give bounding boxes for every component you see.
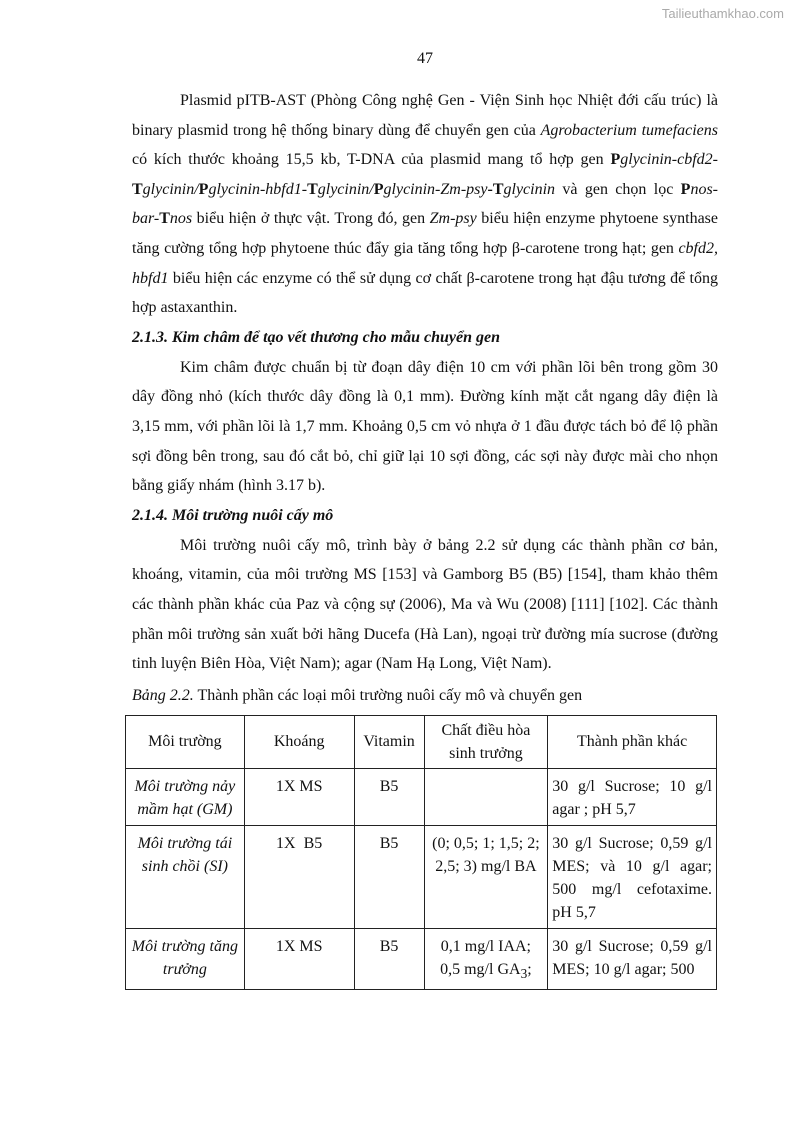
table-cell: (0; 0,5; 1; 1,5; 2; 2,5; 3) mg/l BA [424, 825, 548, 928]
table-cell: Môi trường tái sinh chồi (SI) [126, 825, 245, 928]
watermark: Tailieuthamkhao.com [661, 6, 784, 21]
paragraph-culture-medium: Môi trường nuôi cấy mô, trình bày ở bảng 2.2 sử dụng các thành phần cơ bản, khoáng, vitamin, của môi trường MS [153] và Gamborg B5 (B5) [154], tham khảo thêm các thành phần khác của Paz và cộng sự (2006), Ma và Wu (2008) [111] [102]. Các thành phần môi trường sản xuất bởi hãng Ducefa (Hà Lan), ngoại trừ đường mía sucrose (đường tinh luyện Biên Hòa, Việt Nam); agar (Nam Hạ Long, Việt Nam). [132, 536, 718, 673]
table-cell: 1X MS [244, 928, 354, 989]
table-row [126, 768, 717, 825]
heading-culture-medium: 2.1.4. Môi trường nuôi cấy mô [132, 506, 334, 524]
heading-needle: 2.1.3. Kim châm để tạo vết thương cho mẫu chuyển gen [132, 328, 500, 346]
table-header: Vitamin [354, 715, 424, 768]
pgr-line: 0,5 mg/l GA [440, 960, 521, 978]
table-cell: 1X MS [244, 768, 354, 825]
table-cell: B5 [354, 825, 424, 928]
paragraph-plasmid: Plasmid pITB-AST (Phòng Công nghệ Gen - Viện Sinh học Nhiệt đới cấu trúc) là binary plasmid trong hệ thống binary dùng để chuyển gen của Agrobacterium tumefaciens có kích thước khoảng 15,5 kb, T-DNA của plasmid mang tổ hợp gen Pglycinin-cbfd2-Tglycinin/Pglycinin-hbfd1-Tglycinin/Pglycinin-Zm-psy-Tglycinin và gen chọn lọc Pnos-bar-Tnos biểu hiện ở thực vật. Trong đó, gen Zm-psy biểu hiện enzyme phytoene synthase tăng cường tổng hợp phytoene thúc đẩy gia tăng tổng hợp β-carotene trong hạt; gen cbfd2, hbfd1 biểu hiện các enzyme có thể sử dụng cơ chất β-carotene trong hạt đậu tương để tổng hợp astaxanthin. [132, 92, 719, 317]
table-row [126, 825, 717, 928]
table-header: Khoáng [244, 715, 354, 768]
table-header-row [126, 715, 717, 768]
pgr-line: ; [527, 960, 532, 978]
table-header: Thành phần khác [548, 715, 717, 768]
table-cell: Môi trường tăng trưởng [126, 928, 245, 989]
table-cell: 1X B5 [244, 825, 354, 928]
page-number: 47 [417, 50, 433, 67]
table-cell: Môi trường nảy mầm hạt (GM) [126, 768, 245, 825]
table-cell: B5 [354, 928, 424, 989]
document-body [132, 86, 718, 990]
table-caption: Bảng 2.2. Thành phần các loại môi trường nuôi cấy mô và chuyển gen [132, 686, 583, 704]
table-cell [424, 768, 548, 825]
table-cell [424, 928, 548, 989]
table-cell: 30 g/l Sucrose; 0,59 g/l MES; và 10 g/l agar; 500 mg/l cefotaxime. pH 5,7 [548, 825, 717, 928]
pgr-line: 0,1 mg/l IAA; [440, 937, 531, 955]
subscript: 3 [520, 965, 528, 981]
medium-table [125, 715, 717, 990]
paragraph-needle: Kim châm được chuẩn bị từ đoạn dây điện 10 cm với phần lõi bên trong gồm 30 dây đồng nhỏ (kích thước dây đồng là 0,1 mm). Đường kính mặt cắt ngang dây điện là 3,15 mm, với phần lõi là 1,7 mm. Khoảng 0,5 cm vỏ nhựa ở 1 đầu được tách bỏ để lộ phần sợi đồng bên trong, sau đó cắt bỏ, chỉ giữ lại 10 sợi đồng, các sợi này được mài cho nhọn bằng giấy nhám (hình 3.17 b). [132, 358, 718, 495]
table-cell: 30 g/l Sucrose; 10 g/l agar ; pH 5,7 [548, 768, 717, 825]
table-cell: 30 g/l Sucrose; 0,59 g/l MES; 10 g/l agar; 500 [548, 928, 717, 989]
table-row [126, 928, 717, 989]
table-cell: B5 [354, 768, 424, 825]
table-header: Môi trường [126, 715, 245, 768]
table-header: Chất điều hòa sinh trưởng [424, 715, 548, 768]
